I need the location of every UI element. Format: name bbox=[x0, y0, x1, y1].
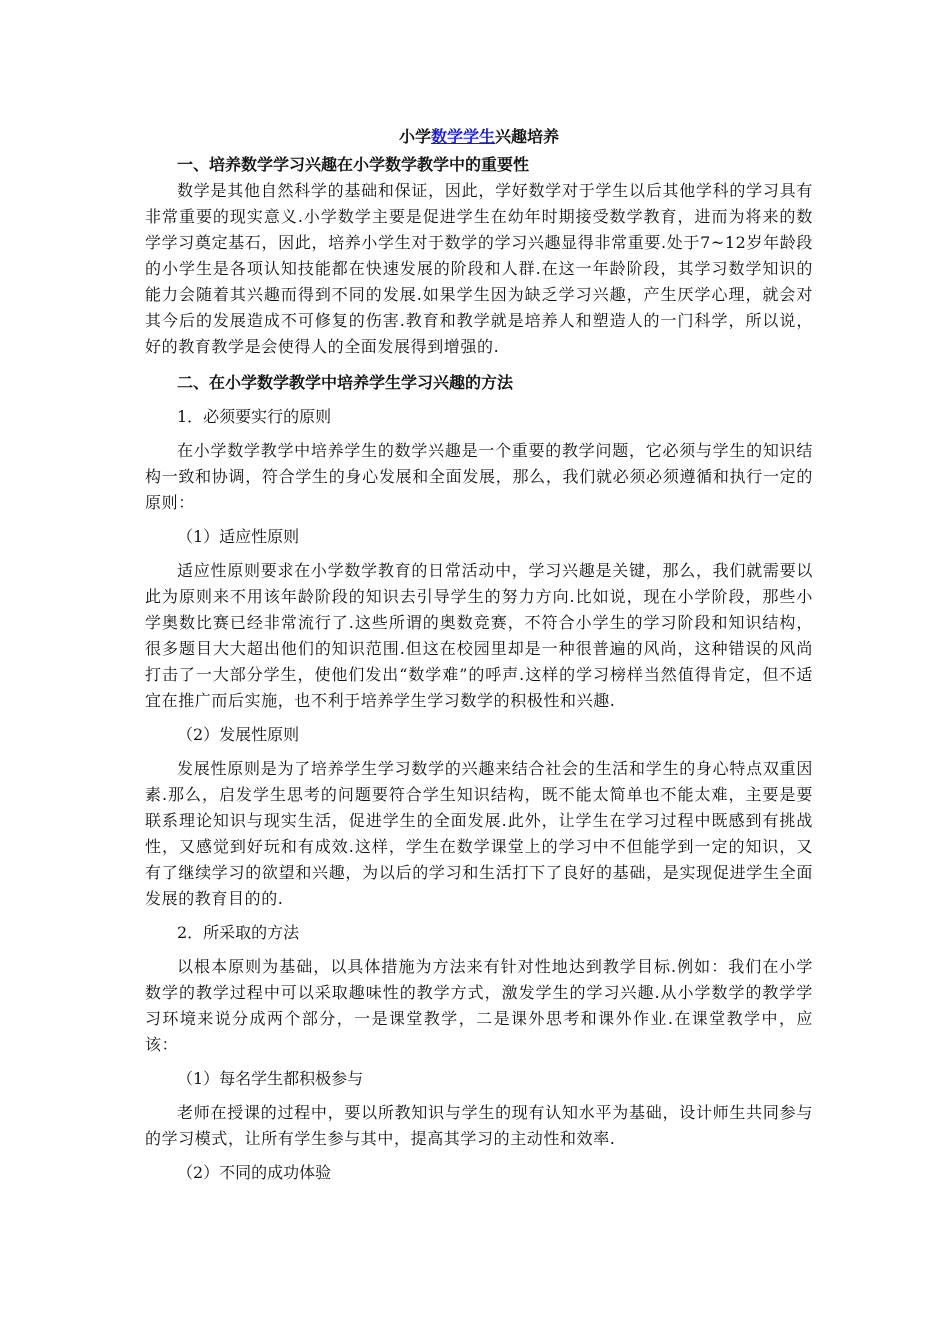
spacer bbox=[145, 946, 813, 954]
spacer bbox=[145, 430, 813, 438]
principle-1-paragraph: 适应性原则要求在小学数学教育的日常活动中，学习兴趣是关键，那么，我们就需要以此为原则来不用该年龄阶段的知识去引导学生的努力方向.比如说，现在小学阶段，那些小学奥数比赛已经非常流行了.这些所谓的奥数竞赛，不符合小学生的学习阶段和知识结构，很多题目大大超出他们的知识范围.但这在校园里却是一种很普遍的风尚，这种错误的风尚打击了一大部分学生，使他们发出“数学难”的呼声.这样的学习榜样当然值得肯定，但不适宜在推广而后实施，也不利于培养学生学习数学的积极性和兴趣. bbox=[145, 561, 813, 710]
spacer bbox=[145, 748, 813, 756]
title-suffix: 兴趣培养 bbox=[495, 127, 560, 146]
subsection-2-paragraph: 以根本原则为基础，以具体措施为方法来有针对性地达到教学目标.例如：我们在小学数学的教学过程中可以采取趣味性的教学方式，激发学生的学习兴趣.从小学数学的教学学习环境来说分成两个部分，一是课堂教学，二是课外思考和课外作业.在课堂教学中，应该： bbox=[145, 957, 813, 1054]
spacer bbox=[145, 1058, 813, 1066]
subsection-1-heading: 1．必须要实行的原则 bbox=[177, 407, 332, 426]
spacer bbox=[145, 1092, 813, 1100]
principle-2-paragraph: 发展性原则是为了培养学生学习数学的兴趣来结合社会的生活和学生的身心特点双重因素.那么，启发学生思考的问题要符合学生知识结构，既不能太简单也不能太难，主要是要联系理论知识与现实生活，促进学生的全面发展.此外，让学生在学习过程中既感到有挑战性，又感觉到好玩和有成效.这样，学生在数学课堂上的学习中不但能学到一定的知识，又有了继续学习的欲望和兴趣，为以后的学习和生活打下了良好的基础，是实现促进学生全面发展的教育目的的. bbox=[145, 759, 813, 908]
section-1-heading: 一、培养数学学习兴趣在小学数学教学中的重要性 bbox=[177, 155, 530, 174]
method-1-paragraph: 老师在授课的过程中，要以所教知识与学生的现有认知水平为基础，设计师生共同参与的学习模式，让所有学生参与其中，提高其学习的主动性和效率. bbox=[145, 1103, 813, 1148]
spacer bbox=[145, 516, 813, 524]
title-prefix: 小学 bbox=[398, 127, 431, 146]
spacer bbox=[145, 360, 813, 370]
spacer bbox=[145, 714, 813, 722]
document-body bbox=[145, 122, 813, 1186]
spacer bbox=[145, 550, 813, 558]
principle-2-heading: （2）发展性原则 bbox=[177, 725, 300, 744]
section-2-heading: 二、在小学数学教学中培养学生学习兴趣的方法 bbox=[177, 373, 514, 392]
document-title bbox=[145, 122, 813, 152]
method-2-heading: （2）不同的成功体验 bbox=[177, 1163, 332, 1182]
principle-1-heading: （1）适应性原则 bbox=[177, 527, 300, 546]
subsection-2-heading: 2．所采取的方法 bbox=[177, 923, 300, 942]
spacer bbox=[145, 1152, 813, 1160]
method-1-heading: （1）每名学生都积极参与 bbox=[177, 1069, 364, 1088]
section-1-paragraph: 数学是其他自然科学的基础和保证，因此，学好数学对于学生以后其他学科的学习具有非常重要的现实意义.小学数学主要是促进学生在幼年时期接受数学教育，进而为将来的数学学习奠定基石，因此，培养小学生对于数学的学习兴趣显得非常重要.处于7~12岁年龄段的小学生是各项认知技能都在快速发展的阶段和人群.在这一年龄阶段，其学习数学知识的能力会随着其兴趣而得到不同的发展.如果学生因为缺乏学习兴趣，产生厌学心理，就会对其今后的发展造成不可修复的伤害.教育和教学就是培养人和塑造人的一门科学，所以说，好的教育教学是会使得人的全面发展得到增强的. bbox=[145, 181, 813, 356]
title-link[interactable]: 数学学生 bbox=[430, 127, 495, 146]
spacer bbox=[145, 912, 813, 920]
spacer bbox=[145, 396, 813, 404]
subsection-1-paragraph: 在小学数学教学中培养学生的数学兴趣是一个重要的教学问题，它必须与学生的知识结构一致和协调，符合学生的身心发展和全面发展，那么，我们就必须必须遵循和执行一定的原则： bbox=[145, 441, 813, 512]
